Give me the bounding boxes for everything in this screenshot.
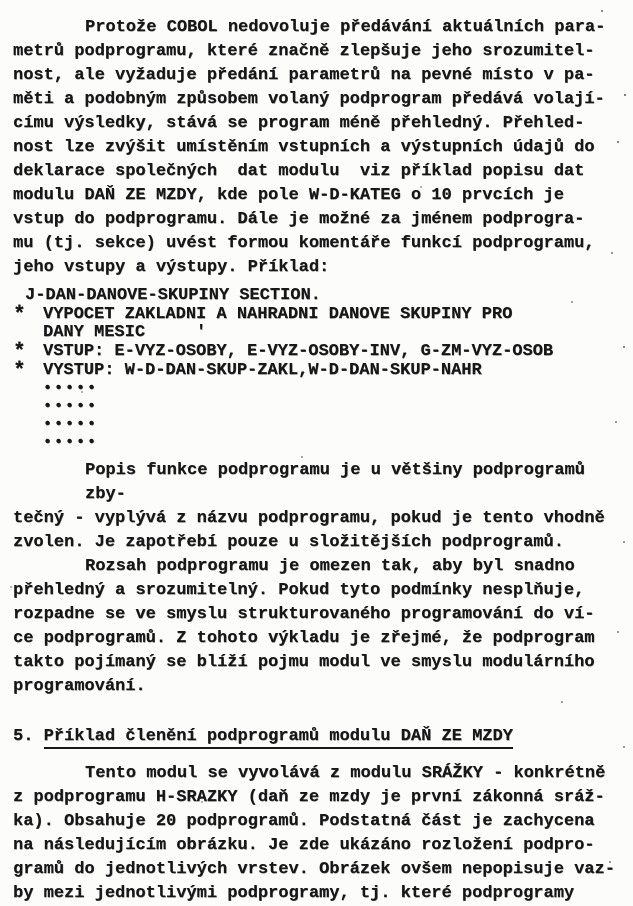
text-line: modulu DAŇ ZE MZDY, kde pole W-D-KATEG o 10 prvcích je bbox=[13, 186, 564, 205]
asterisk-comment-marker-icon: * bbox=[13, 360, 26, 383]
text-line: měti a podobným způsobem volaný podprogram předává volají- bbox=[13, 90, 605, 109]
paragraph-4 bbox=[13, 762, 625, 906]
text-line: ka). Obsahuje 20 podprogramů. Podstatná část je zachycena bbox=[13, 812, 595, 831]
code-text: VYSTUP: W-D-DAN-SKUP-ZAKL,W-D-DAN-SKUP-NAHR bbox=[43, 361, 482, 380]
ellipsis-dots: ••••• bbox=[43, 416, 99, 433]
cobol-code-listing bbox=[13, 287, 625, 452]
text-line: deklarace společných dat modulu viz příklad popisu dat bbox=[13, 162, 585, 181]
scan-noise-speckles bbox=[0, 0, 2, 2]
paragraph-2 bbox=[13, 459, 625, 555]
asterisk-comment-marker-icon: * bbox=[13, 341, 26, 364]
code-line bbox=[13, 360, 625, 383]
text-line: címu výsledky, stává se program méně přehledný. Přehled- bbox=[13, 114, 585, 133]
text-line: vstup do podprogramu. Dále je možné za jménem podprogra- bbox=[13, 210, 585, 229]
text-line: programování. bbox=[13, 677, 146, 696]
text-line: tečný - vyplývá z názvu podprogramu, pokud je tento vhodně bbox=[13, 509, 605, 528]
section-number: 5. bbox=[13, 727, 44, 746]
text-line: takto pojímaný se blíží pojmu modul ve smyslu modulárního bbox=[13, 653, 595, 672]
code-line bbox=[13, 398, 625, 416]
text-line: z podprogramu H-SRAZKY (daň ze mzdy je první zákonná sráž- bbox=[13, 788, 605, 807]
text-line: Protože COBOL nedovoluje předávání aktuálních para- bbox=[85, 18, 606, 37]
paragraph-1 bbox=[13, 16, 625, 280]
ellipsis-dots: ••••• bbox=[43, 398, 99, 415]
code-line bbox=[13, 341, 625, 364]
text-line: nost, ale vyžaduje předání parametrů na pevné místo v pa- bbox=[13, 66, 595, 85]
code-line bbox=[13, 380, 625, 398]
text-line: mu (tj. sekce) uvést formou komentáře funkcí podprogramu, bbox=[13, 234, 595, 253]
text-line: přehledný a srozumitelný. Pokud tyto podmínky nesplňuje, bbox=[13, 581, 585, 600]
text-line: by mezi jednotlivými podprogramy, tj. které podprogramy bbox=[13, 884, 575, 903]
text-line: nost lze zvýšit umístěním vstupních a výstupních údajů do bbox=[13, 138, 595, 157]
paragraph-3 bbox=[13, 555, 625, 699]
text-line: Popis funkce podprogramu je u většiny podprogramů zby- bbox=[85, 461, 596, 504]
text-line: gramů do jednotlivých vrstev. Obrázek ovšem nepopisuje vaz- bbox=[13, 860, 615, 879]
section-title: Příklad členění podprogramů modulu DAŇ ZE MZDY bbox=[44, 727, 513, 749]
code-line bbox=[13, 324, 625, 342]
code-line bbox=[13, 287, 625, 305]
text-line: Tento modul se vyvolává z modulu SRÁŽKY - konkrétně bbox=[85, 764, 606, 783]
code-text: VSTUP: E-VYZ-OSOBY, E-VYZ-OSOBY-INV, G-ZM-VYZ-OSOB bbox=[43, 342, 554, 361]
code-text: VYPOCET ZAKLADNI A NAHRADNI DANOVE SKUPINY PRO bbox=[43, 305, 513, 324]
section-heading bbox=[13, 725, 625, 749]
code-line bbox=[13, 434, 625, 452]
text-line: na následujícím obrázku. Je zde ukázáno rozložení podpro- bbox=[13, 836, 595, 855]
ellipsis-dots: ••••• bbox=[43, 434, 99, 451]
text-line: ce podprogramů. Z tohoto výkladu je zřejmé, že podprogram bbox=[13, 629, 595, 648]
code-line bbox=[13, 304, 625, 327]
text-line: metrů podprogramu, které značně zlepšuje jeho srozumitel- bbox=[13, 42, 595, 61]
code-text: DANY MESIC ' bbox=[43, 323, 207, 342]
asterisk-comment-marker-icon: * bbox=[13, 304, 26, 327]
text-line: Rozsah podprogramu je omezen tak, aby byl snadno bbox=[85, 557, 575, 576]
code-line bbox=[13, 416, 625, 434]
text-line: rozpadne se ve smyslu strukturovaného programování do ví- bbox=[13, 605, 595, 624]
ellipsis-dots: ••••• bbox=[43, 380, 99, 397]
text-line: zvolen. Je zapotřebí pouze u složitějších podprogramů. bbox=[13, 533, 564, 552]
text-line: jeho vstupy a výstupy. Příklad: bbox=[13, 258, 330, 277]
code-text: J-DAN-DANOVE-SKUPINY SECTION. bbox=[25, 286, 321, 305]
